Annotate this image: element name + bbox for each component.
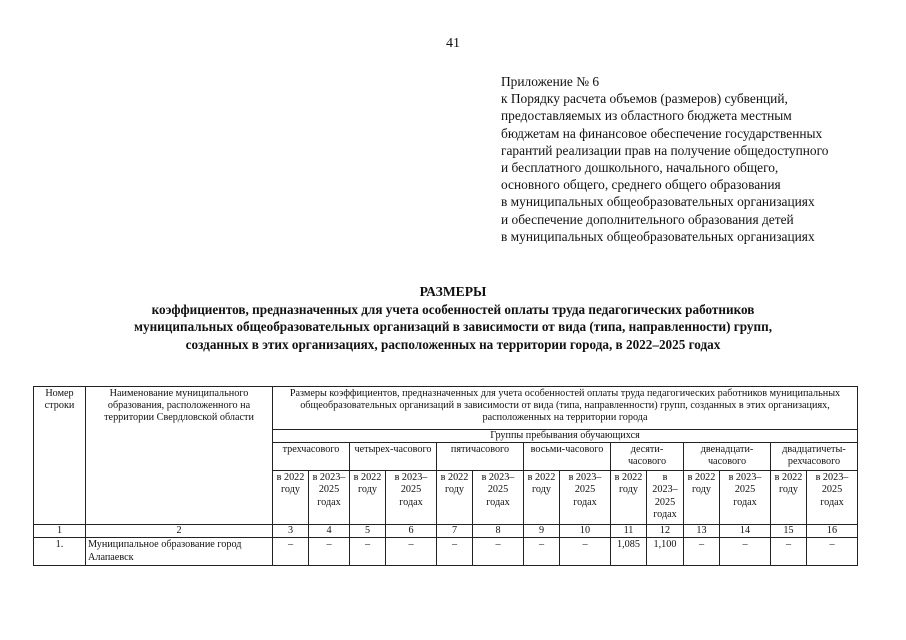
coefficient-cell: – (350, 538, 386, 565)
appendix-line: Приложение № 6 (501, 74, 600, 89)
appendix-line: основного общего, среднего общего образования (501, 177, 781, 193)
coefficient-cell: – (386, 538, 437, 565)
group-header: трехчасового (273, 443, 350, 471)
row-number: 1. (34, 538, 86, 565)
group-header: восьми-часового (524, 443, 611, 471)
column-number: 8 (473, 525, 524, 538)
municipality-name: Муниципальное образование город Алапаевск (86, 538, 273, 565)
column-number: 5 (350, 525, 386, 538)
document-title (60, 283, 846, 353)
coefficient-cell: 1,085 (611, 538, 647, 565)
appendix-line: и бесплатного дошкольного, начального общего, (501, 160, 779, 176)
column-number-row (34, 525, 858, 538)
column-number: 9 (524, 525, 560, 538)
group-header: двенадцати-часового (684, 443, 771, 471)
column-number: 4 (309, 525, 350, 538)
appendix-line: в муниципальных общеобразовательных организациях (501, 194, 815, 210)
column-number: 11 (611, 525, 647, 538)
coefficient-cell: – (807, 538, 858, 565)
subheader-2023-2025: в 2023–2025 годах (720, 471, 771, 525)
subheader-2023-2025: в 2023–2025 годах (807, 471, 858, 525)
subheader-2023-2025: в 2023–2025 годах (386, 471, 437, 525)
appendix-line: бюджетам на финансовое обеспечение государственных (501, 125, 823, 141)
subheader-2022: в 2022 году (524, 471, 560, 525)
title-line: коэффициентов, предназначенных для учета особенностей оплаты труда педагогических работников (151, 301, 755, 317)
coefficient-cell: – (560, 538, 611, 565)
header-municipality-name: Наименование муниципального образования, расположенного на территории Свердловской области (86, 387, 273, 525)
column-number: 13 (684, 525, 720, 538)
coefficient-cell: – (309, 538, 350, 565)
title-line: созданных в этих организациях, расположенных на территории города, в 2022–2025 годах (185, 336, 721, 352)
column-number: 1 (34, 525, 86, 538)
group-header: пятичасового (437, 443, 524, 471)
coefficient-cell: – (684, 538, 720, 565)
appendix-line: и обеспечение дополнительного образования детей (501, 211, 794, 227)
subheader-2023-2025: в 2023–2025 годах (647, 471, 684, 525)
group-header: четырех-часового (350, 443, 437, 471)
subheader-2022: в 2022 году (273, 471, 309, 525)
coefficient-cell: – (437, 538, 473, 565)
page-number: 41 (446, 36, 460, 51)
header-stay-groups: Группы пребывания обучающихся (273, 430, 858, 443)
group-header: двадцатичеты-рехчасового (771, 443, 858, 471)
column-number: 2 (86, 525, 273, 538)
coefficient-cell: – (720, 538, 771, 565)
subheader-2022: в 2022 году (684, 471, 720, 525)
group-header: десяти-часового (611, 443, 684, 471)
appendix-line: в муниципальных общеобразовательных организациях (501, 228, 815, 244)
subheader-2022: в 2022 году (437, 471, 473, 525)
header-row-number: Номер строки (34, 387, 86, 525)
appendix-line: гарантий реализации прав на получение общедоступного (501, 142, 829, 158)
column-number: 7 (437, 525, 473, 538)
appendix-line: к Порядку расчета объемов (размеров) субвенций, (501, 91, 788, 107)
column-number: 6 (386, 525, 437, 538)
subheader-2023-2025: в 2023–2025 годах (560, 471, 611, 525)
coefficient-cell: – (771, 538, 807, 565)
column-number: 12 (647, 525, 684, 538)
coefficients-table (33, 386, 858, 566)
subheader-2022: в 2022 году (611, 471, 647, 525)
column-number: 14 (720, 525, 771, 538)
column-number: 3 (273, 525, 309, 538)
coefficient-cell: 1,100 (647, 538, 684, 565)
appendix-line: предоставляемых из областного бюджета местным (501, 108, 792, 124)
subheader-2022: в 2022 году (771, 471, 807, 525)
subheader-2023-2025: в 2023–2025 годах (473, 471, 524, 525)
column-number: 15 (771, 525, 807, 538)
coefficient-cell: – (524, 538, 560, 565)
title-line: муниципальных общеобразовательных организаций в зависимости от вида (типа, направленности) групп, (134, 319, 772, 334)
subheader-2023-2025: в 2023–2025 годах (309, 471, 350, 525)
coefficient-cell: – (473, 538, 524, 565)
subheader-2022: в 2022 году (350, 471, 386, 525)
column-number: 16 (807, 525, 858, 538)
appendix-caption (501, 73, 891, 245)
title-heading: РАЗМЕРЫ (419, 284, 487, 299)
table-row (34, 538, 858, 565)
coefficient-cell: – (273, 538, 309, 565)
column-number: 10 (560, 525, 611, 538)
header-coefficient-sizes: Размеры коэффициентов, предназначенных для учета особенностей оплаты труда педагогических работников муниципальных общеобразовательных организаций в зависимости от вида (типа, направленности) групп, созданных в этих организациях, расположенных на территории города (273, 387, 858, 430)
